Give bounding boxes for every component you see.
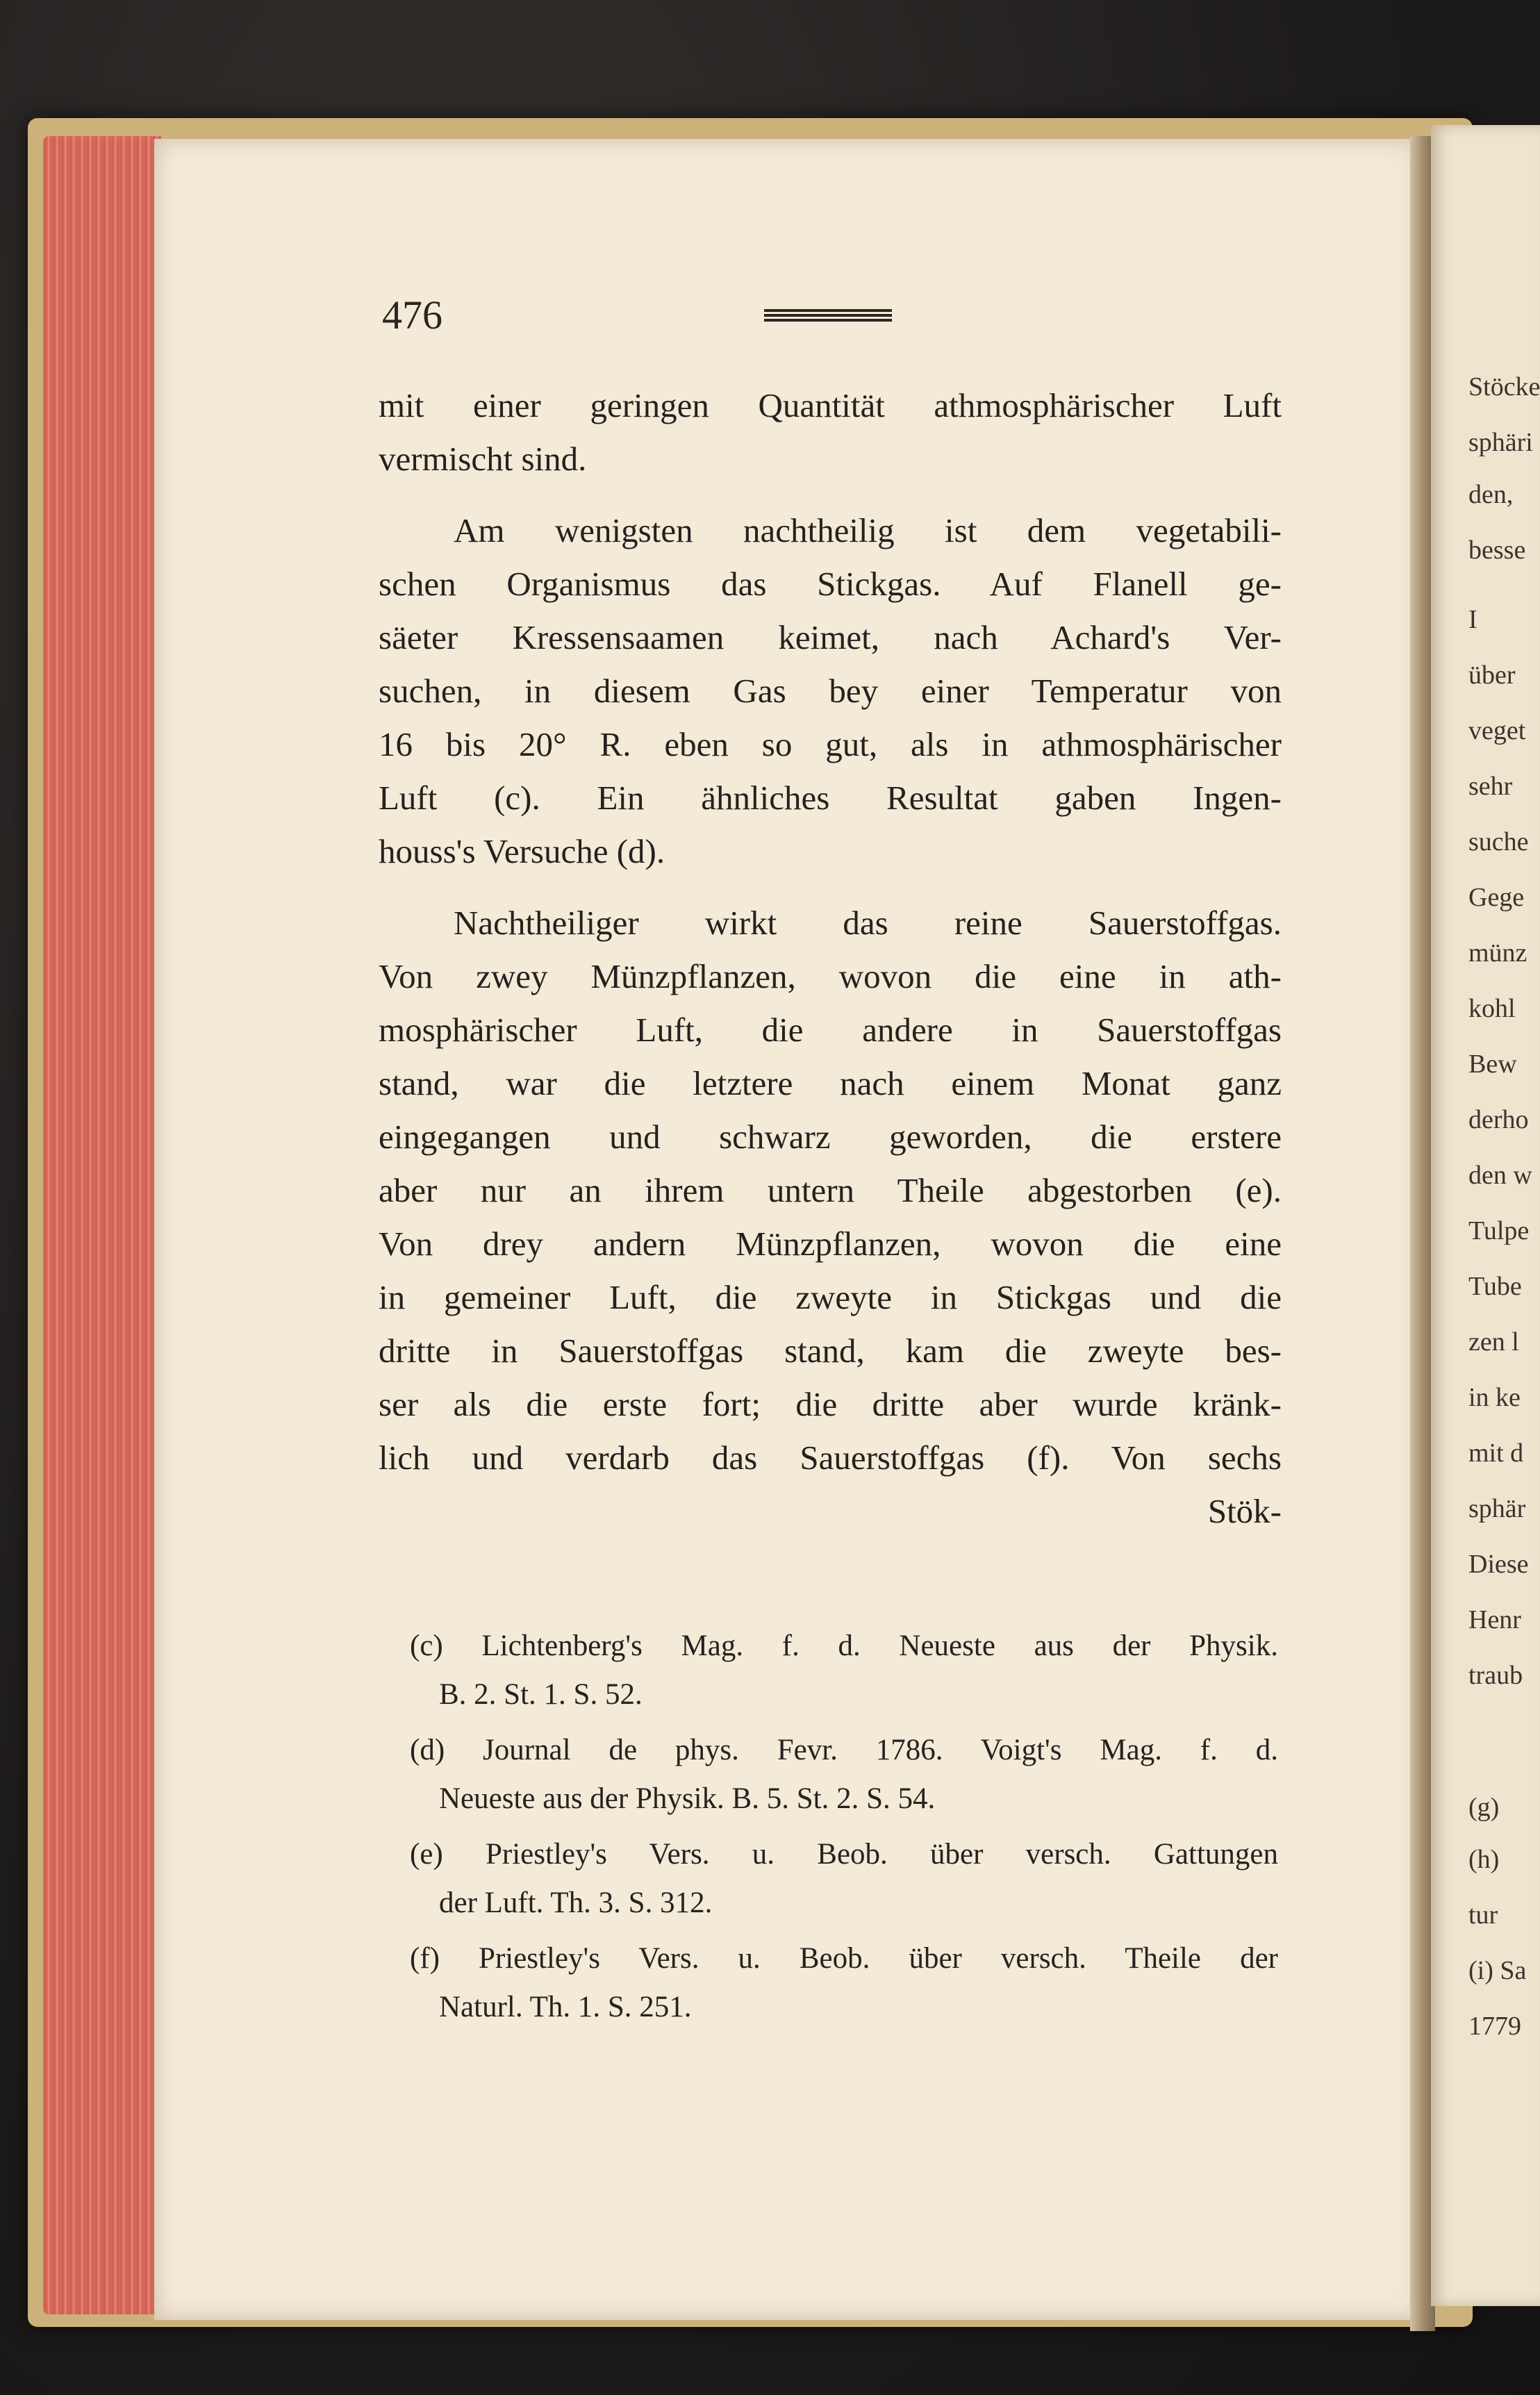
- catchword: Stök-: [1207, 1492, 1282, 1530]
- facing-page-text: derho: [1468, 1105, 1529, 1134]
- text-line: ser als die erste fort; die dritte aber wurde kränk-: [379, 1385, 1282, 1423]
- footnote-line: (e) Priestley's Vers. u. Beob. über versch. Gattungen: [410, 1838, 1278, 1871]
- text-line: 16 bis 20° R. eben so gut, als in athmosphärischer: [379, 725, 1282, 763]
- text-line: säeter Kressensaamen keimet, nach Achard's Ver-: [379, 618, 1282, 656]
- text-line: stand, war die letztere nach einem Monat ganz: [379, 1064, 1282, 1102]
- text-line: houss's Versuche (d).: [379, 832, 665, 870]
- paragraph-2: [379, 504, 1282, 878]
- footnotes: [410, 1622, 1278, 2039]
- paragraph-3: [379, 896, 1282, 1484]
- footnote-line: B. 2. St. 1. S. 52.: [439, 1678, 643, 1711]
- facing-page-text: veget: [1468, 716, 1526, 745]
- footnote-line: (d) Journal de phys. Fevr. 1786. Voigt's Mag. f. d.: [410, 1734, 1278, 1766]
- facing-page-fragment: [1431, 125, 1540, 2306]
- footnote-line: Neueste aus der Physik. B. 5. St. 2. S. 54.: [439, 1782, 936, 1815]
- facing-page-text: den,: [1468, 480, 1514, 509]
- text-line: dritte in Sauerstoffgas stand, kam die zweyte bes-: [379, 1332, 1282, 1370]
- text-line: Von drey andern Münzpflanzen, wovon die eine: [379, 1225, 1282, 1263]
- text-line: lich und verdarb das Sauerstoffgas (f). Von sechs: [379, 1439, 1282, 1477]
- text-line: suchen, in diesem Gas bey einer Temperatur von: [379, 672, 1282, 710]
- text-line: in gemeiner Luft, die zweyte in Stickgas und die: [379, 1278, 1282, 1316]
- facing-page-text: mit d: [1468, 1439, 1524, 1468]
- facing-page-text: sehr: [1468, 772, 1513, 801]
- page-number: 476: [382, 292, 442, 338]
- facing-page-text: traub: [1468, 1661, 1523, 1690]
- facing-page-text: sphär: [1468, 1494, 1526, 1523]
- facing-page-text: Gege: [1468, 883, 1525, 912]
- facing-page-text: Bew: [1468, 1050, 1517, 1079]
- facing-page-text: 1779: [1468, 2012, 1521, 2041]
- page-body: [379, 379, 1282, 1538]
- text-line: eingegangen und schwarz geworden, die erstere: [379, 1118, 1282, 1156]
- facing-page-text: in ke: [1468, 1383, 1521, 1412]
- facing-page-text: besse: [1468, 536, 1526, 565]
- facing-page-text: zen l: [1468, 1327, 1519, 1357]
- text-line: Nachtheiliger wirkt das reine Sauerstoffgas.: [454, 904, 1282, 942]
- text-line: Von zwey Münzpflanzen, wovon die eine in ath-: [379, 957, 1282, 995]
- facing-page-text: über: [1468, 661, 1516, 690]
- facing-page-text: tur: [1468, 1900, 1498, 1930]
- facing-page-text: kohl: [1468, 994, 1516, 1023]
- facing-page-text: Tulpe: [1468, 1216, 1530, 1245]
- text-line: Am wenigsten nachtheilig ist dem vegetabili-: [454, 511, 1282, 549]
- facing-page-text: Henr: [1468, 1605, 1521, 1634]
- facing-page-text: sphäri: [1468, 428, 1533, 457]
- text-line: Luft (c). Ein ähnliches Resultat gaben Ingen-: [379, 779, 1282, 817]
- footnote-c: [410, 1622, 1278, 1719]
- footnote-line: (f) Priestley's Vers. u. Beob. über versch. Theile der: [410, 1942, 1278, 1975]
- facing-page-text: münz: [1468, 938, 1527, 968]
- footnote-e: [410, 1830, 1278, 1928]
- facing-page-text: Diese: [1468, 1550, 1529, 1579]
- facing-page-text: Stöcke: [1468, 372, 1540, 401]
- facing-page-text: (g): [1468, 1793, 1500, 1822]
- text-line: mosphärischer Luft, die andere in Sauerstoffgas: [379, 1011, 1282, 1049]
- facing-page-text: den w: [1468, 1161, 1532, 1190]
- footnote-line: Naturl. Th. 1. S. 251.: [439, 1991, 692, 2023]
- facing-page-text: Tube: [1468, 1272, 1522, 1301]
- page-edges: [43, 136, 161, 2314]
- facing-page-text: I: [1468, 605, 1477, 634]
- facing-page-text: suche: [1468, 827, 1529, 856]
- text-line: aber nur an ihrem untern Theile abgestorben (e).: [379, 1171, 1282, 1209]
- header-ornament-rule: [764, 309, 892, 322]
- footnote-line: (c) Lichtenberg's Mag. f. d. Neueste aus der Physik.: [410, 1630, 1278, 1662]
- facing-page-text: (i) Sa: [1468, 1956, 1527, 1985]
- facing-page-text: (h): [1468, 1845, 1500, 1874]
- footnote-f: [410, 1934, 1278, 2032]
- text-line: mit einer geringen Quantität athmosphärischer Luft: [379, 386, 1282, 424]
- footnote-d: [410, 1726, 1278, 1823]
- paragraph-1: [379, 379, 1282, 486]
- text-line: vermischt sind.: [379, 440, 587, 478]
- footnote-line: der Luft. Th. 3. S. 312.: [439, 1887, 713, 1919]
- text-line: schen Organismus das Stickgas. Auf Flanell ge-: [379, 565, 1282, 603]
